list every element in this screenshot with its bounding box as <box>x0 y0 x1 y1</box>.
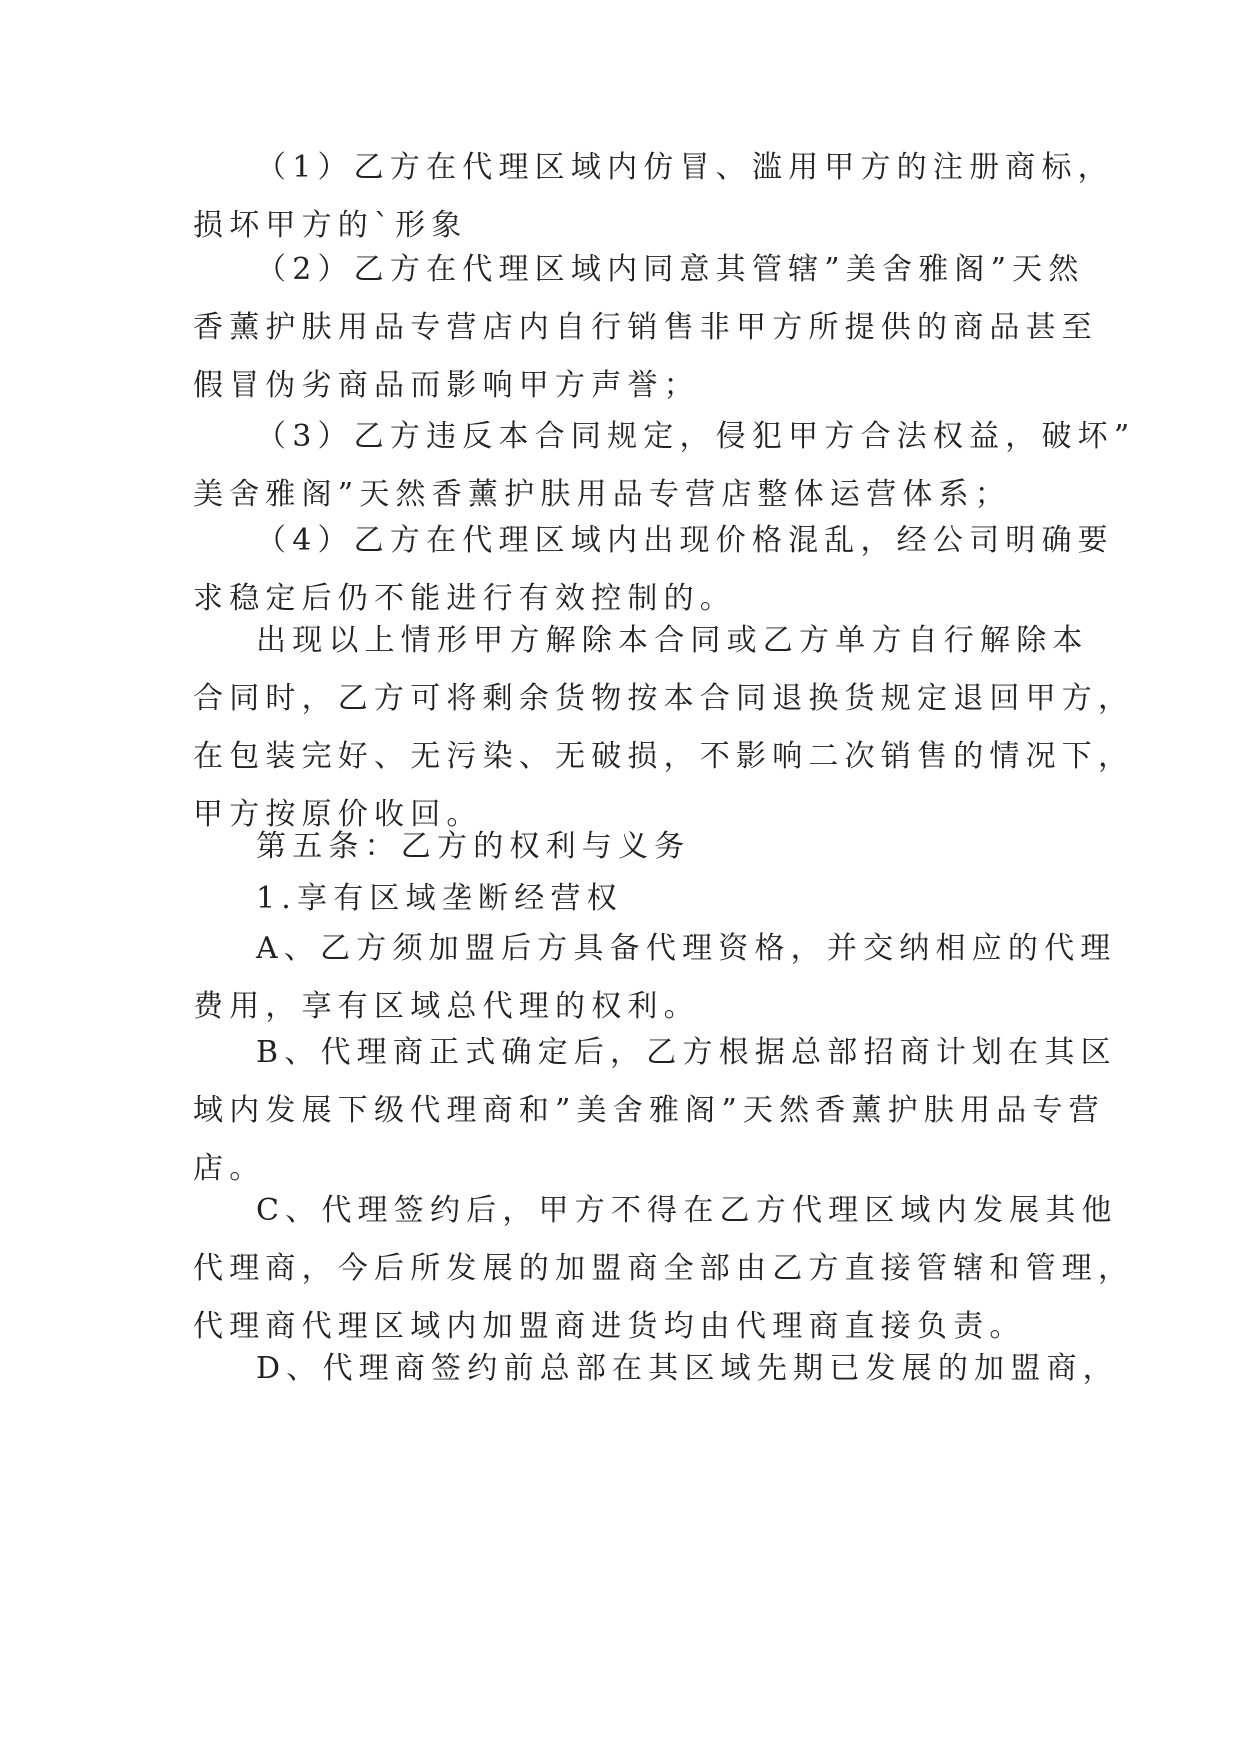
text-line: 代理商，今后所发展的加盟商全部由乙方直接管辖和管理， <box>193 1251 1135 1286</box>
text-line: 合同时，乙方可将剩余货物按本合同退换货规定退回甲方， <box>193 681 1135 716</box>
text-line: 损坏甲方的`形象 <box>193 208 468 243</box>
article-5-heading <box>193 818 1063 876</box>
text-line: （1）乙方在代理区域内仿冒、滥用甲方的注册商标， <box>256 150 1114 185</box>
text-line: （4）乙方在代理区域内出现价格混乱，经公司明确要 <box>256 523 1114 558</box>
text-line: 费用，享有区域总代理的权利。 <box>193 989 700 1024</box>
text-line: （3）乙方违反本合同规定，侵犯甲方合法权益，破坏” <box>256 419 1136 454</box>
text-line: 甲方按原价收回。 <box>193 797 483 832</box>
text-line: C、代理签约后，甲方不得在乙方代理区域内发展其他 <box>256 1193 1118 1228</box>
text-line: D、代理商签约前总部在其区域先期已发展的加盟商， <box>256 1351 1119 1386</box>
clause-3-paragraph <box>193 408 1136 524</box>
text-line: B、代理商正式确定后，乙方根据总部招商计划在其区 <box>256 1035 1117 1070</box>
text-line: 出现以上情形甲方解除本合同或乙方单方自行解除本 <box>256 623 1089 658</box>
text-line: 假冒伪劣商品而影响甲方声誉； <box>193 368 700 403</box>
clause-1-paragraph <box>193 139 1114 255</box>
text-line: 第五条：乙方的权利与义务 <box>256 829 691 864</box>
text-line: 域内发展下级代理商和”美舍雅阁”天然香薰护肤用品专营 <box>193 1093 1105 1128</box>
text-line: 1.享有区域垄断经营权 <box>256 881 623 916</box>
right-1c-paragraph <box>193 1182 1135 1356</box>
text-line: 代理商代理区域内加盟商进货均由代理商直接负责。 <box>193 1309 1026 1344</box>
text-line: 美舍雅阁”天然香薰护肤用品专营店整体运营体系； <box>193 477 1011 512</box>
text-line: （2）乙方在代理区域内同意其管辖”美舍雅阁”天然 <box>256 252 1085 287</box>
text-line: 店。 <box>193 1151 266 1186</box>
text-line: 求稳定后仍不能进行有效控制的。 <box>193 581 736 616</box>
clause-4-paragraph <box>193 512 1114 628</box>
right-1b-paragraph <box>193 1024 1117 1198</box>
termination-paragraph <box>193 612 1135 844</box>
text-line: 在包装完好、无污染、无破损，不影响二次销售的情况下， <box>193 739 1135 774</box>
right-1a-paragraph <box>193 920 1117 1036</box>
right-1d-paragraph <box>193 1340 1119 1398</box>
text-line: 香薰护肤用品专营店内自行销售非甲方所提供的商品甚至 <box>193 310 1098 345</box>
text-line: A、乙方须加盟后方具备代理资格，并交纳相应的代理 <box>256 931 1117 966</box>
clause-2-paragraph <box>193 241 1098 415</box>
